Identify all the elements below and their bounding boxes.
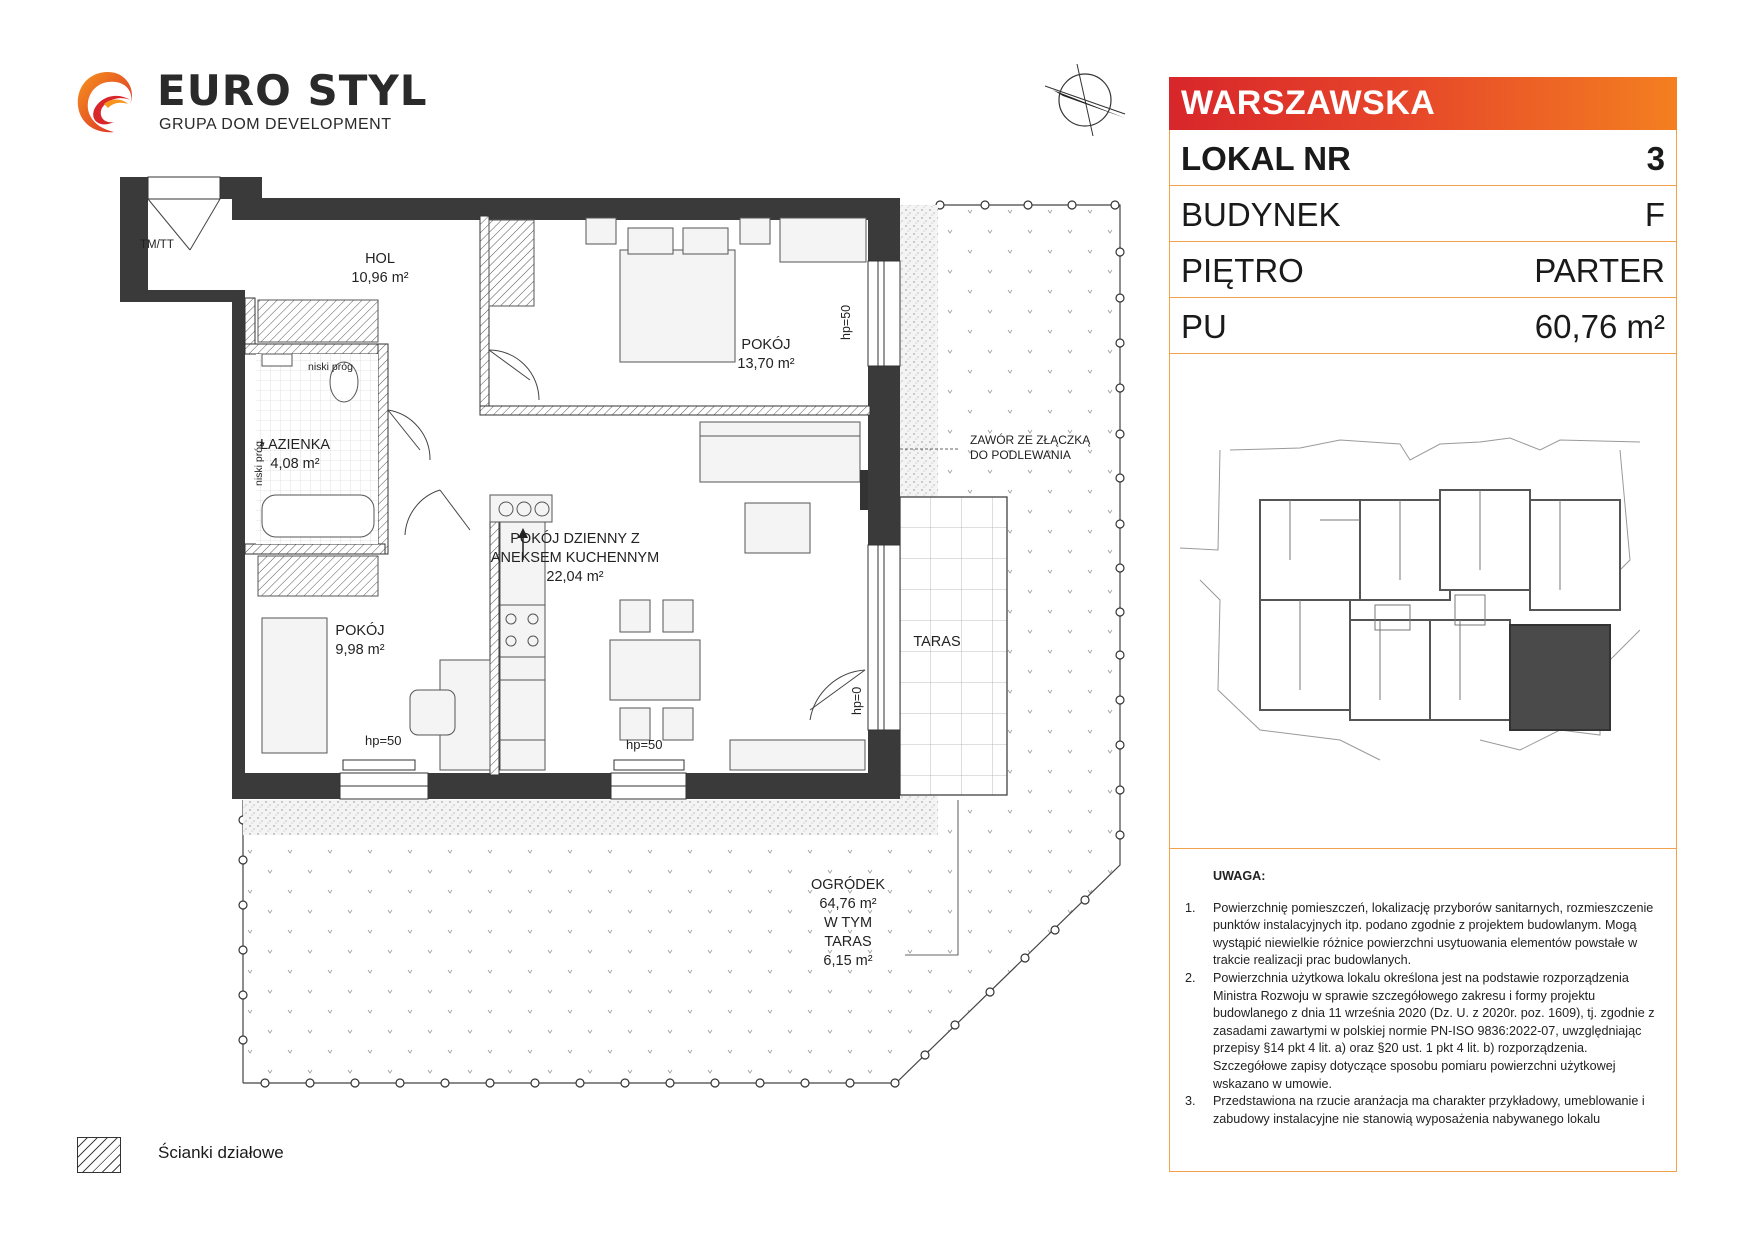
info-label: PU [1181, 308, 1227, 345]
note-item [1185, 900, 1665, 970]
info-value: 3 [1646, 140, 1665, 177]
ogrodek-line1: OGRÓDEK [810, 877, 886, 893]
highlighted-unit [1510, 625, 1610, 730]
ogrodek-label [811, 876, 885, 971]
legend-hatch-swatch [77, 1137, 121, 1173]
room-pokoj-1 [737, 336, 794, 374]
note-text: Powierzchnię pomieszczeń, lokalizację przyborów sanitarnych, rozmieszczenie punktów instalacyjnych itp. podano zgodnie z projektem budowlanym. Mogą wystąpić niewielkie różnice powierzchni usytuowania elementów powstałe w trakcie realizacji prac budowlanych. [1213, 900, 1654, 968]
room-area: 4,08 m² [270, 456, 320, 472]
hp50-label-bottom-right: hp=50 [626, 737, 663, 752]
room-pokoj-dzienny [491, 530, 659, 587]
hp50-label-bottom-left: hp=50 [365, 733, 402, 748]
notes-section [1185, 868, 1665, 1128]
note-item [1185, 1093, 1665, 1128]
hp0-label: hp=0 [850, 686, 864, 715]
ogrodek-line2: 64,76 m² [819, 896, 877, 912]
investment-title: WARSZAWSKA [1169, 77, 1677, 130]
room-hol [351, 250, 408, 288]
room-area: 22,04 m² [546, 569, 604, 585]
hp50-label-window: hp=50 [839, 304, 853, 340]
room-name-line2: ANEKSEM KUCHENNYM [490, 550, 660, 566]
room-name: POKÓJ [335, 623, 385, 639]
ogrodek-line5: 6,15 m² [823, 953, 873, 969]
room-area: 9,98 m² [335, 642, 385, 658]
panel-separator [1169, 848, 1677, 849]
room-lazienka [260, 436, 330, 474]
zawor-line2: DO PODLEWANIA [970, 448, 1071, 462]
logo-subtitle: GRUPA DOM DEVELOPMENT [159, 116, 392, 133]
info-label: LOKAL NR [1181, 140, 1351, 177]
zawor-line1: ZAWÓR ZE ZŁĄCZKĄ [970, 433, 1091, 447]
info-label: BUDYNEK [1181, 196, 1341, 233]
room-pokoj-2 [335, 622, 384, 660]
room-area: 13,70 m² [737, 356, 795, 372]
legend-label: Ścianki działowe [158, 1143, 284, 1162]
room-name: HOL [365, 251, 395, 267]
tm-tt-label: TM/TT [140, 239, 174, 251]
building-key-plan [1180, 430, 1640, 770]
niski-prog-label: niski próg [308, 361, 353, 373]
notes-title: UWAGA: [1213, 869, 1266, 883]
info-value: PARTER [1534, 252, 1665, 289]
info-value: 60,76 m² [1534, 308, 1665, 345]
note-item [1185, 970, 1665, 1093]
room-name-line1: POKÓJ DZIENNY Z [510, 531, 640, 547]
compass-icon [1045, 64, 1125, 136]
info-label: PIĘTRO [1181, 252, 1304, 289]
room-area: 10,96 m² [351, 270, 409, 286]
note-number: 1. [1185, 900, 1196, 915]
info-row-pu [1169, 298, 1677, 354]
info-value: F [1644, 196, 1665, 233]
info-row-pietro [1169, 242, 1677, 298]
info-row-lokal [1169, 130, 1677, 186]
info-row-budynek [1169, 186, 1677, 242]
info-panel [1169, 77, 1677, 354]
ogrodek-line3: W TYM [823, 915, 873, 931]
note-text: Powierzchnia użytkowa lokalu określona jest na podstawie rozporządzenia Ministra Rozwoju w sprawie szczegółowego zakresu i formy projektu budowlanego z dnia 11 września 2020 (Dz. U. z 2020r. poz. 1609), tj. zgodnie z zasadami zawartymi w polskiej normie PN-ISO 9836:2022-07, uwzględniając przepisy §14 pkt 4 lit. a) oraz §20 ust. 1 pkt 4 lit. b) rozporządzenia. Szczegółowe zapisy dotyczące sposobu pomiaru powierzchni użytkowej wskazano w umowie. [1213, 970, 1655, 1091]
room-name: ŁAZIENKA [259, 437, 331, 453]
niski-prog-label-2: niski próg [253, 441, 265, 486]
logo-title: EURO STYL [157, 66, 428, 115]
note-number: 3. [1185, 1094, 1196, 1109]
room-name: POKÓJ [741, 337, 791, 353]
note-number: 2. [1185, 970, 1196, 985]
zawor-label [970, 433, 1090, 463]
note-text: Przedstawiona na rzucie aranżacja ma charakter przykładowy, umeblowanie i zabudowy instalacyjne nie stanowią wyposażenia nabywanego lokalu [1213, 1094, 1645, 1126]
taras-label: TARAS [913, 634, 961, 650]
ogrodek-line4: TARAS [824, 934, 872, 950]
